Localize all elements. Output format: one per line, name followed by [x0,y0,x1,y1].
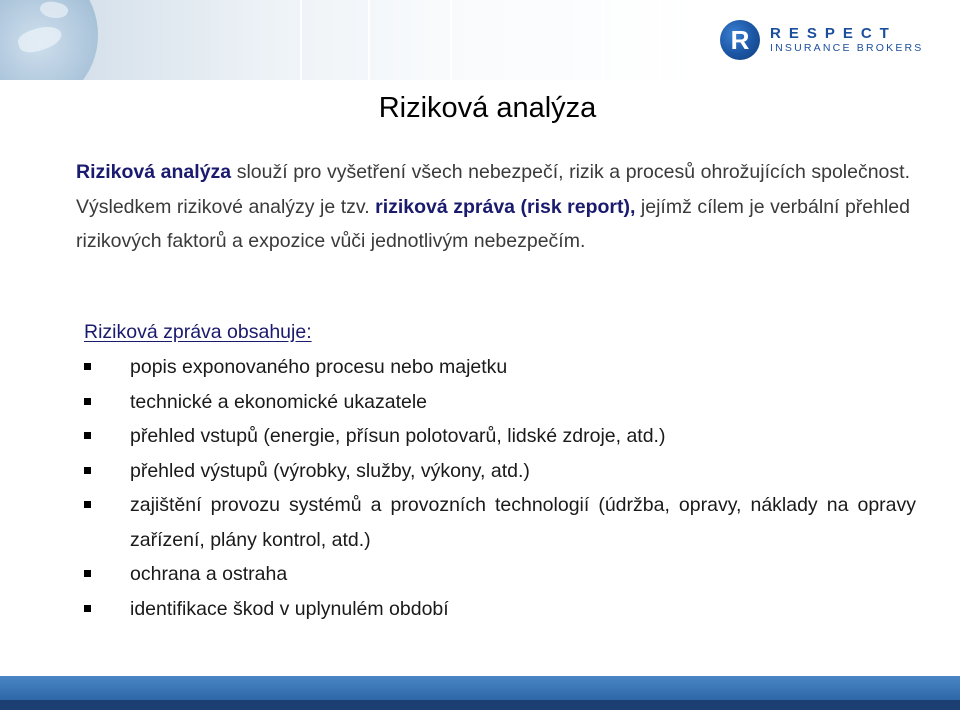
list-item-text: přehled vstupů (energie, přísun polotovarů, lidské zdroje, atd.) [130,425,666,447]
square-bullet-icon [84,432,91,439]
header-band [0,0,700,80]
content-list [78,350,916,626]
square-bullet-icon [84,570,91,577]
globe-icon [0,0,98,80]
list-heading: Riziková zpráva obsahuje: [84,321,312,343]
header-stripe [602,0,604,80]
logo-subtitle: INSURANCE BROKERS [770,42,924,54]
intro-text-2: jejímž cílem je verbální přehled rizikových faktorů a expozice vůči jednotlivým nebezpečím. [76,195,910,252]
list-item [78,488,916,557]
intro-term-2: riziková zpráva (risk report), [375,195,636,218]
square-bullet-icon [84,605,91,612]
list-item-text: identifikace škod v uplynulém období [130,597,449,620]
list-item [78,557,916,592]
logo-name: RESPECT [770,25,897,42]
header-stripe [300,0,302,80]
list-item-text: přehled výstupů (výrobky, služby, výkony, atd.) [130,459,530,482]
intro-paragraph [76,155,910,259]
footer-bar [0,676,960,700]
list-item [78,385,916,420]
header-stripe [450,0,452,80]
slide-title: Riziková analýza [378,92,597,124]
logo-text [770,25,924,55]
square-bullet-icon [84,467,91,474]
list-item-text: technické a ekonomické ukazatele [130,390,428,413]
footer-line [0,700,960,710]
square-bullet-icon [84,363,91,370]
square-bullet-icon [84,501,91,508]
list-item [78,350,916,385]
square-bullet-icon [84,398,91,405]
list-item-text: ochrana a ostraha [130,563,288,585]
list-item [78,454,916,489]
logo-mark-icon: R [720,20,760,60]
header-stripe [660,0,662,80]
header-stripe [368,0,370,80]
list-item-text: zajištění provozu systémů a provozních technologií (údržba, opravy, náklady na opravy zařízení, plány kontrol, atd.) [130,494,916,551]
list-item [78,592,916,627]
list-item-text: popis exponovaného procesu nebo majetku [130,356,508,378]
respect-logo [720,20,924,60]
intro-text-1: slouží pro vyšetření všech nebezpečí, rizik a procesů ohrožujících společnost. Výsledkem rizikové analýzy je tzv. [76,161,910,218]
list-item [78,419,916,454]
intro-term: Riziková analýza [76,161,232,183]
